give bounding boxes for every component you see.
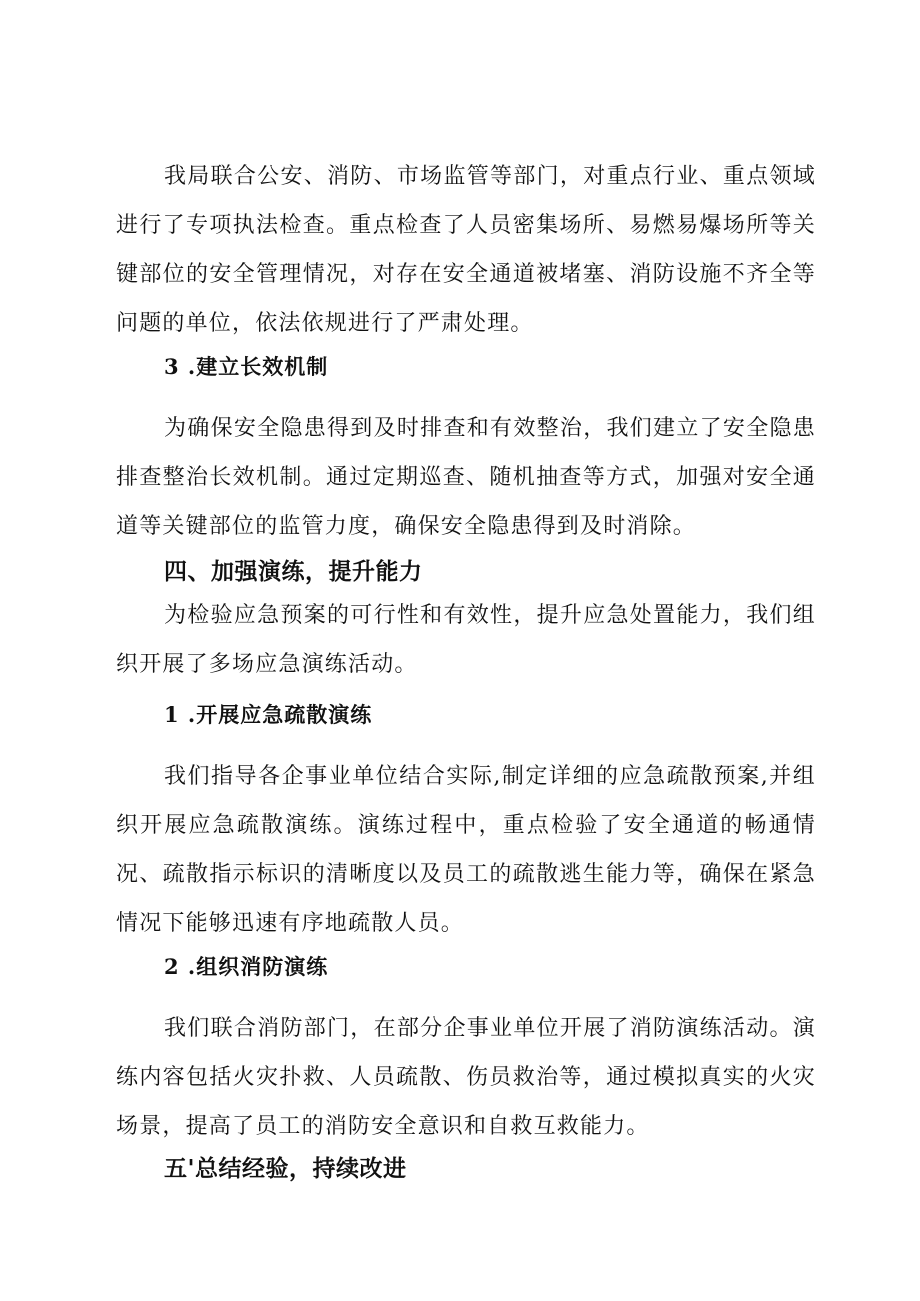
- subheading-evacuation-drill: 1 .开展应急疏散演练: [164, 702, 373, 727]
- subheading-fire-drill: 2 .组织消防演练: [164, 954, 329, 979]
- section-heading-summary: 五'总结经验，持续改进: [164, 1156, 407, 1182]
- subheading-long-term-mechanism: 3 .建立长效机制: [164, 354, 329, 379]
- paragraph-drills-intro: 为检验应急预案的可行性和有效性，提升应急处置能力，我们组织开展了多场应急演练活动。: [116, 603, 816, 677]
- paragraph-law-enforcement-inspection: 我局联合公安、消防、市场监管等部门，对重点行业、重点领域进行了专项执法检查。重点检查了人员密集场所、易燃易爆场所等关键部位的安全管理情况，对存在安全通道被堵塞、消防设施不齐全等问题的单位，依法依规进行了严肃处理。: [116, 164, 816, 336]
- paragraph-evacuation-drill: 我们指导各企事业单位结合实际,制定详细的应急疏散预案,并组织开展应急疏散演练。演练过程中，重点检验了安全通道的畅通情况、疏散指示标识的清晰度以及员工的疏散逃生能力等，确保在紧急情况下能够迅速有序地疏散人员。: [116, 764, 816, 936]
- section-heading-drills: 四、加强演练，提升能力: [164, 559, 423, 585]
- paragraph-long-term-mechanism: 为确保安全隐患得到及时排查和有效整治，我们建立了安全隐患排查整治长效机制。通过定期巡查、随机抽查等方式，加强对安全通道等关键部位的监管力度，确保安全隐患得到及时消除。: [116, 416, 816, 539]
- paragraph-fire-drill: 我们联合消防部门，在部分企事业单位开展了消防演练活动。演练内容包括火灾扑救、人员疏散、伤员救治等，通过模拟真实的火灾场景，提高了员工的消防安全意识和自救互救能力。: [116, 1016, 816, 1139]
